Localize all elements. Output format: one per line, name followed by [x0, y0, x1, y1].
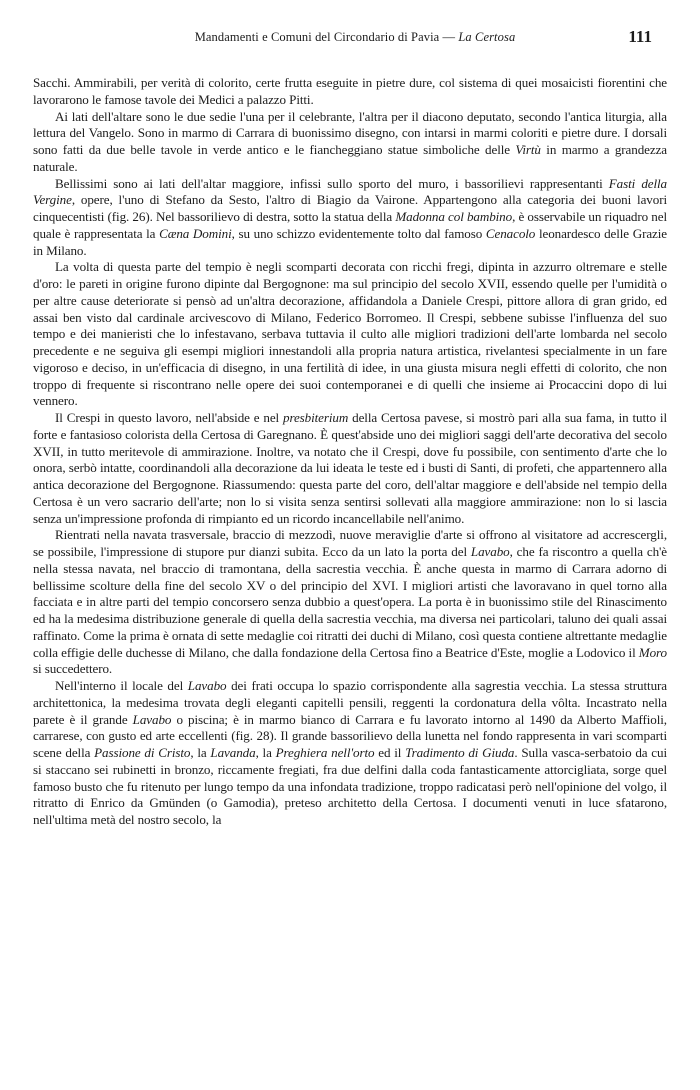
italic-run: Lavabo — [132, 711, 172, 727]
running-title: Mandamenti e Comuni del Circondario di Pavia — — [194, 30, 459, 44]
text-run: , su uno schizzo evidentemente tolto dal famoso — [231, 225, 486, 241]
text-run: . Sulla vasca-serbatoio da cui si staccano sei rubinetti in bronzo, riccamente fregiati, fra due delfini dalla coda fantasticamente attorcigliata, sorge quel famoso busto che fu ritenuto per lungo tempo da una infondata tradizione, troppo radicatasi però nell'opinione del volgo, il ritratto di Enrico da Gmünden (o Gamodia), preteso architetto della Certosa. I documenti venuti in luce sfatarono, nell'ultima metà del nostro secolo, la — [33, 745, 667, 827]
italic-run: Tradimento di Giuda — [405, 745, 515, 760]
italic-run: Virtù — [515, 142, 541, 157]
page-number: 111 — [628, 27, 652, 46]
italic-run: presbiterium — [283, 410, 349, 425]
italic-run: Lavabo — [187, 678, 227, 693]
italic-run: Cenacolo — [485, 225, 536, 241]
text-run: leonardesco delle Grazie in Milano. — [33, 225, 668, 258]
italic-run: Moro — [638, 644, 667, 660]
italic-run: Passione di Cristo — [94, 745, 191, 760]
text-run: La volta di questa parte del tempio è negli scomparti decorata con ricchi fregi, dipinta in azzurro oltremare e stelle d'oro: le pareti in origine furono dipinte dal Bergognone: ma sul principio del secolo XVII, essendo quelle per l'umidità o per altre cause deteriorate si pensò ad un'altra decorazione, affidandola a Daniele Crespi, pittore allora di gran grido, ed assai ben visto dal cardinale arcivescovo di Milano, Federico Borromeo. Il Crespi, sebbene subisse l'influenza del suo tempo e dei manieristi che lo infestavano, serbava tuttavia il culto alle migliori tradizioni dell'arte lombarda nel secolo precedente e ne seguiva gli esempi migliori innestandoli alla propria natura artistica, rivelantesi specialmente in un fare vigoroso e deciso, in un'efficacia di disegno, in una fertilità di idee, in una giusta misura negli effetti di colorito, che non troppo di frequente si riscontrano nelle opere dei suoi contemporanei e di quelli che insieme ai Procaccini dopo di lui vennero. — [33, 259, 667, 409]
text-run: , che fa riscontro a quella ch'è nella stessa navata, nel braccio di tramontana, della sacrestia vecchia. È anche questa in marmo di Carrara adorno di bellissime scolture della fine del secolo XV o del principio del XVI. I migliori artisti che lavoravano in quel torno alla facciata e in altre parti del tempio concorsero senza dubbio a quest'opera. La porta è in buonissimo stile del Rinascimento ed ha la medesima distribuzione generale di quella della sacrestia vecchia, ma diversa nei particolari, taluno dei quali assai raffinato. Come la prima è ornata di sette medaglie coi ritratti dei duchi di Milano, così questa contiene altrettante medaglie colla effigie delle duchesse di Milano, che dalla fondazione della Certosa fino a Beatrice d'Este, moglie a Lodovico il — [33, 544, 667, 660]
text-run: Nell'interno il locale del — [55, 678, 188, 693]
text-run: Rientrati nella navata trasversale, braccio di mezzodì, nuove meraviglie d'arte si offrono al visitatore ad accrescergli, se possibile, l'impressione di stupore pur dianzi subita. Ecco da un lato la porta del — [33, 527, 667, 559]
text-run: dei frati occupa lo spazio corrispondente alla sagrestia vecchia. La stessa struttura architettonica, la medesima trovata degli eleganti capitelli pensili, reggenti la cordonatura della vôlta. Incastrato nella parete è il grande — [33, 678, 667, 727]
text-run: Sacchi. Ammirabili, per verità di colorito, certe frutta eseguite in pietre dure, col sistema di quei mosaicisti fiorentini che lavorarono le famose tavole dei Medici a palazzo Pitti. — [33, 75, 667, 107]
paragraph — [33, 109, 667, 176]
text-run: ed il — [374, 745, 406, 760]
text-run: Ai lati dell'altare sono le due sedie l'una per il celebrante, l'altra per il diacono deputato, secondo l'antica liturgia, alla lettura del Vangelo. Sono in marmo di Carrara di buonissimo disegno, con intarsi in marmi coloriti e pietre dure. I dorsali sono fatti da due belle tavole in verde antico e le fiancheggiano statue simboliche delle — [33, 108, 667, 157]
text-run: Bellissimi sono ai lati dell'altar maggiore, infissi sullo sporto del muro, i bassorilievi rappresentanti — [55, 175, 609, 191]
paragraph — [33, 410, 667, 527]
paragraph — [33, 176, 667, 260]
paragraph — [33, 75, 667, 109]
text-run: Il Crespi in questo lavoro, nell'abside e nel — [55, 410, 283, 425]
text-run: si succedettero. — [33, 661, 113, 677]
italic-run: Lavanda — [210, 745, 256, 760]
text-run: , è osservabile un riquadro nel quale è rappresentata la — [33, 209, 667, 241]
text-run: , opere, l'uno di Stefano da Sesto, l'altro di Biagio da Vairone. Appartengono alla categoria dei buoni lavori cinquecentisti (fig. 26). Nel bassorilievo di destra, sotto la statua della — [33, 192, 667, 224]
text-run: in marmo a grandezza naturale. — [33, 142, 667, 174]
paragraph — [33, 678, 667, 829]
text-run: , la — [255, 745, 276, 760]
text-run: della Certosa pavese, si mostrò pari alla sua fama, in tutto il forte e fantasioso colorista della Certosa di Garegnano. È quest'abside uno dei migliori saggi dell'arte decorativa del secolo XVII, in tutto meritevole di ammirazione. Inoltre, va notato che il Crespi, dove fu possibile, con sentimento d'arte che lo onora, serbò intatte, coordinandoli alla decorazione da lui ideata le teste ed i busti di Santi, di profeti, che appartennero alla antica decorazione del Bergognone. Riassumendo: questa parte del coro, dell'altar maggiore e dell'abside nel tempio della Certosa è un vero sacrario dell'arte; non lo si visita senza sentirsi sollevati alla maggiore ammirazione: non lo si lascia senza un'impressione profonda di rimpianto ed un ricordo incancellabile nell'animo. — [33, 410, 667, 526]
running-header — [58, 30, 652, 45]
text-run: , la — [190, 745, 211, 760]
italic-run: Madonna col bambino — [395, 209, 513, 224]
italic-run: Preghiera nell'orto — [275, 745, 375, 760]
italic-run: Fasti della Vergine — [33, 175, 667, 208]
text-run: o piscina; è in marmo bianco di Carrara e fu lavorato intorno al 1490 da Alberto Maffioli, carrarese, con gusto ed arte eccellenti (fig. 28). Il grande bassorilievo della lunetta nel fondo rappresenta in vari scomparti scene della — [33, 711, 667, 760]
paragraph — [33, 259, 667, 410]
italic-run: Cæna Domini — [159, 225, 232, 241]
body-text — [33, 75, 667, 829]
running-title-italic: La Certosa — [458, 30, 516, 44]
paragraph — [33, 527, 667, 678]
italic-run: Lavabo — [470, 544, 510, 559]
